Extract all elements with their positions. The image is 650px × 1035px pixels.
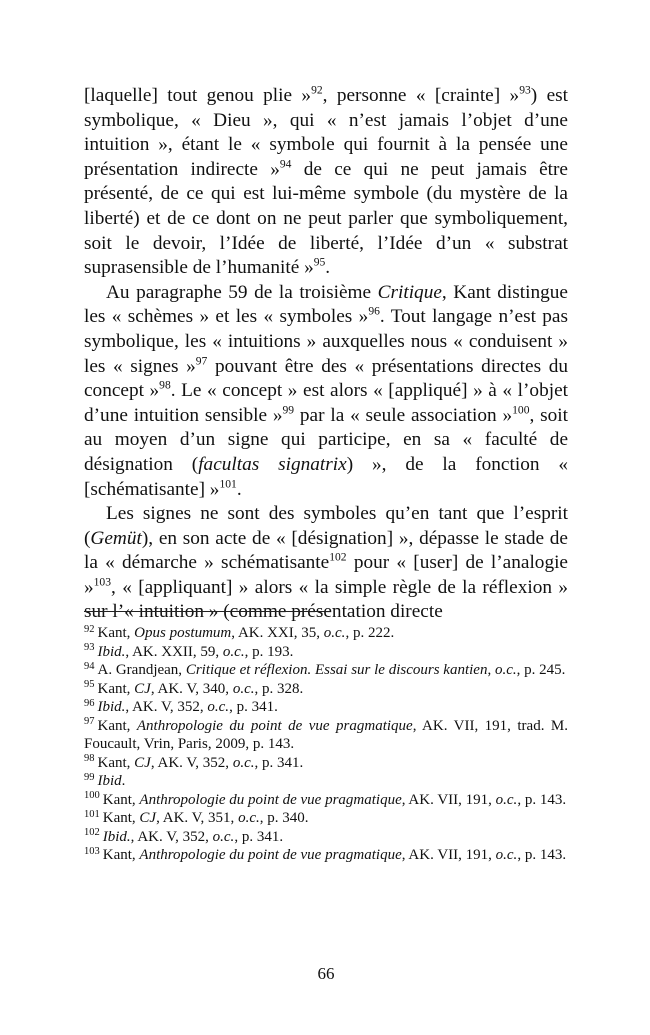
text-run: , p. 340. (259, 810, 309, 826)
footnote-ref: 95 (313, 255, 326, 269)
footnote (84, 754, 568, 773)
footnote (84, 643, 568, 662)
italic-text: Opus postumum (134, 625, 232, 641)
footnote-number: 97 (84, 716, 95, 728)
italic-text: o.c. (232, 754, 255, 771)
text-run: Kant, (97, 680, 135, 697)
paragraph (84, 502, 568, 625)
footnote-ref: 101 (219, 476, 237, 490)
text-run: pouvant être des « présentations directes du concept » (84, 355, 568, 402)
text-run: ) », de la fonction « [schématisante] » (84, 453, 568, 500)
italic-text: Ibid. (102, 828, 131, 845)
italic-text: Ibid. (97, 643, 126, 660)
text-run: , AK. XXI, 35, (231, 625, 324, 641)
text-run: , p. 341. (234, 828, 284, 845)
text-run: A. Grandjean, (97, 662, 186, 678)
footnote (84, 809, 568, 828)
footnote-ref: 103 (93, 575, 112, 589)
text-run: , (487, 662, 495, 678)
footnote-separator (84, 611, 330, 612)
footnote-number: 103 (84, 845, 100, 857)
italic-text: o.c. (494, 662, 517, 678)
italic-text: Ibid (97, 773, 122, 789)
text-run: , AK. V, 352, (150, 754, 233, 771)
text-run: , personne « [crainte] » (322, 85, 520, 106)
footnote-number: 100 (84, 790, 100, 802)
footnote-ref: 99 (282, 403, 295, 417)
footnote (84, 698, 568, 717)
footnote (84, 791, 568, 810)
footnote-number: 92 (84, 623, 95, 635)
text-run: Kant, (97, 754, 135, 771)
italic-text: Ibid. (97, 699, 126, 715)
italic-text: facultas signatrix (198, 453, 347, 475)
footnote-number: 96 (84, 697, 95, 709)
footnote-number: 102 (84, 827, 100, 839)
text-run: , AK. VII, 191, (401, 791, 496, 808)
text-run: , p. 328. (254, 680, 304, 697)
italic-text: o.c. (222, 643, 245, 660)
italic-text: CJ (134, 754, 151, 771)
footnote-ref: 102 (329, 550, 347, 564)
text-run: , AK. VII, 191, (401, 847, 496, 863)
text-run: . Tout langage n’est pas symbolique, les « intuitions » auxquelles nous « conduisent » les « signes » (84, 306, 568, 377)
footnote (84, 680, 568, 699)
footnote (84, 717, 568, 754)
text-run: , p. 143. (517, 847, 567, 863)
italic-text: o.c. (207, 699, 230, 715)
italic-text: o.c. (232, 680, 255, 697)
text-run: Les signes ne sont des symboles qu’en tant que l’esprit ( (84, 503, 568, 549)
text-run: Au paragraphe 59 de la troisième (106, 281, 378, 303)
footnote-ref: 97 (195, 354, 208, 368)
footnote (84, 772, 568, 791)
footnote-ref: 93 (519, 83, 531, 97)
italic-text: o.c. (238, 810, 260, 826)
text-run: , AK. VII, 191, trad. M. Foucault, Vrin, Paris, 2009, p. 143. (84, 717, 568, 752)
italic-text: o.c. (495, 847, 518, 863)
text-run: , p. 341. (254, 754, 304, 771)
text-run: . (121, 773, 126, 789)
footnote (84, 846, 568, 865)
footnotes (84, 624, 568, 865)
text-run: de ce qui ne peut jamais être présenté, de ce qui est lui-même symbole (du mystère de la liberté) et de ce dont on ne peut parler que symboliquement, soit le devoir, l’Idée de liberté, l’Idée d’un « substrat suprasensible de l’humanité » (84, 158, 568, 279)
footnote-number: 98 (84, 753, 95, 765)
footnote-ref: 92 (311, 83, 323, 97)
text-run: , AK. V, 351, (156, 810, 239, 826)
footnote-number: 93 (84, 642, 95, 654)
italic-text: Critique et réflexion. Essai sur le discours kantien (185, 662, 488, 678)
main-text (84, 84, 568, 625)
text-run: Kant, (97, 625, 135, 641)
text-run: , p. 193. (244, 643, 294, 660)
italic-text: o.c. (323, 625, 346, 641)
text-run: ), en son acte de « [désignation] », dépasse le stade de la « démarche » schématisante (84, 527, 568, 574)
italic-text: Gemüt (90, 527, 142, 549)
italic-text: Anthropologie du point de vue pragmatique (136, 717, 413, 734)
text-run: ) est symbolique, « Dieu », qui « n’est jamais l’objet d’une intuition », étant le « symbole qui fournit à la pensée une présentation indirecte » (84, 85, 568, 180)
italic-text: o.c. (212, 828, 235, 845)
text-run: , soit au moyen d’un signe qui participe, en sa « faculté de désignation ( (84, 404, 569, 475)
italic-text: Anthropologie du point de vue pragmatique (139, 791, 402, 808)
footnote (84, 661, 568, 680)
text-run: , AK. V, 352, (125, 699, 208, 715)
footnote-ref: 98 (159, 378, 171, 392)
footnote-number: 101 (84, 808, 100, 820)
text-run: [laquelle] tout genou plie » (84, 85, 312, 106)
text-run: . (325, 257, 331, 279)
text-run: Kant, (102, 791, 140, 808)
paragraph (84, 281, 568, 502)
text-run: Kant, (102, 847, 140, 863)
text-run: , « [appliquant] » alors « la simple règle de la réflexion » sur l’« intuition » (comme présentation directe (84, 576, 568, 623)
text-run: . Le « concept » est alors « [appliqué] » à « l’objet d’une intuition sensible » (84, 380, 568, 426)
text-run: , p. 341. (229, 699, 278, 715)
text-run: , p. 222. (345, 625, 395, 641)
page-number: 66 (317, 964, 335, 983)
text-run: Kant, (102, 810, 140, 826)
text-run: , AK. V, 352, (130, 828, 213, 845)
paragraph (84, 84, 568, 281)
footnote-ref: 100 (512, 403, 530, 417)
text-run: Kant, (97, 717, 137, 734)
footnote (84, 624, 568, 643)
footnote-ref: 94 (279, 157, 292, 171)
book-page (84, 84, 568, 1024)
text-run: , p. 245. (516, 662, 566, 678)
text-run: , Kant distingue les « schèmes » et les « symboles » (84, 281, 568, 328)
text-run: , AK. V, 340, (150, 680, 233, 697)
text-run: , p. 143. (517, 791, 567, 808)
italic-text: CJ (139, 810, 157, 826)
footnote-number: 94 (84, 660, 95, 672)
italic-text: Anthropologie du point de vue pragmatique (139, 847, 402, 863)
text-run: pour « [user] de l’analogie » (84, 552, 568, 598)
footnote-number: 99 (84, 771, 95, 783)
footnote-ref: 96 (368, 304, 380, 318)
footnote (84, 828, 568, 847)
text-run: , AK. XXII, 59, (125, 643, 223, 660)
text-run: . (236, 478, 242, 500)
text-run: par la « seule association » (294, 404, 513, 426)
footnote-number: 95 (84, 679, 95, 691)
italic-text: CJ (134, 680, 151, 697)
italic-text: Critique (377, 281, 442, 303)
italic-text: o.c. (495, 791, 518, 808)
